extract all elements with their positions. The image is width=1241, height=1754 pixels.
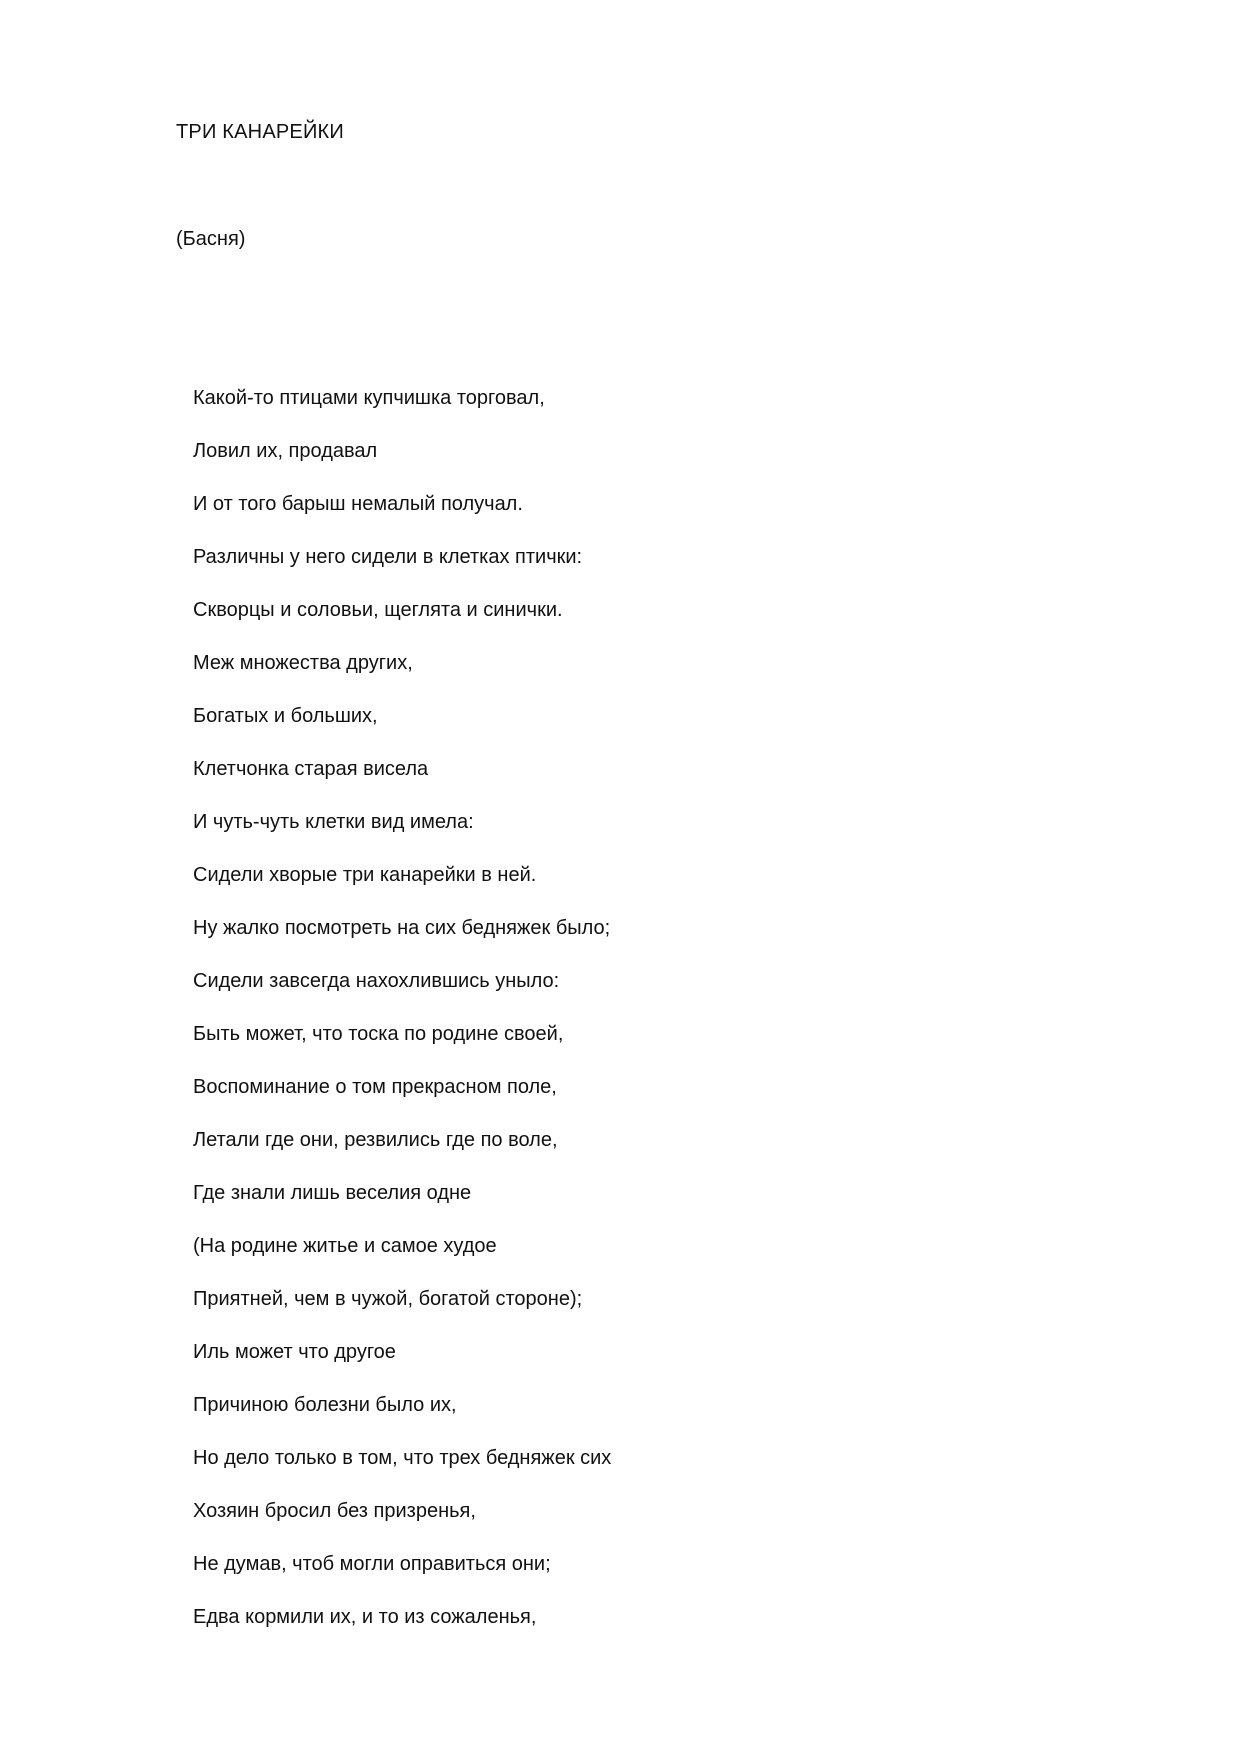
poem-line: Быть может, что тоска по родине своей, bbox=[193, 1023, 564, 1045]
poem-line: Едва кормили их, и то из сожаленья, bbox=[193, 1606, 537, 1628]
poem-line: Но дело только в том, что трех бедняжек сих bbox=[193, 1447, 612, 1469]
poem-line: Богатых и больших, bbox=[193, 705, 378, 727]
document-title: ТРИ КАНАРЕЙКИ bbox=[176, 121, 344, 143]
poem-line: Летали где они, резвились где по воле, bbox=[193, 1129, 558, 1151]
poem-line: Клетчонка старая висела bbox=[193, 758, 429, 780]
poem-line: И от того барыш немалый получал. bbox=[193, 493, 523, 515]
poem-line: Ну жалко посмотреть на сих бедняжек было; bbox=[193, 917, 611, 939]
poem-line: Скворцы и соловьи, щеглята и синички. bbox=[193, 599, 563, 621]
poem-line: Ловил их, продавал bbox=[193, 440, 378, 462]
poem-line: Где знали лишь веселия одне bbox=[193, 1182, 472, 1204]
poem-line: Иль может что другое bbox=[193, 1341, 396, 1363]
poem-line: Какой-то птицами купчишка торговал, bbox=[193, 387, 545, 409]
poem-line: Хозяин бросил без призренья, bbox=[193, 1500, 476, 1522]
poem-line: Меж множества других, bbox=[193, 652, 413, 674]
poem-line: Сидели хворые три канарейки в ней. bbox=[193, 864, 537, 886]
poem-line: Приятней, чем в чужой, богатой стороне); bbox=[193, 1288, 583, 1310]
poem-line: Сидели завсегда нахохлившись уныло: bbox=[193, 970, 560, 992]
poem-text bbox=[193, 384, 611, 1656]
poem-line: Не думав, чтоб могли оправиться они; bbox=[193, 1553, 551, 1575]
poem-line: (На родине житье и самое худое bbox=[193, 1235, 497, 1257]
poem-line: И чуть-чуть клетки вид имела: bbox=[193, 811, 474, 833]
document-subtitle: (Басня) bbox=[176, 228, 246, 250]
poem-line: Воспоминание о том прекрасном поле, bbox=[193, 1076, 557, 1098]
poem-line: Различны у него сидели в клетках птички: bbox=[193, 546, 583, 568]
poem-line: Причиною болезни было их, bbox=[193, 1394, 457, 1416]
